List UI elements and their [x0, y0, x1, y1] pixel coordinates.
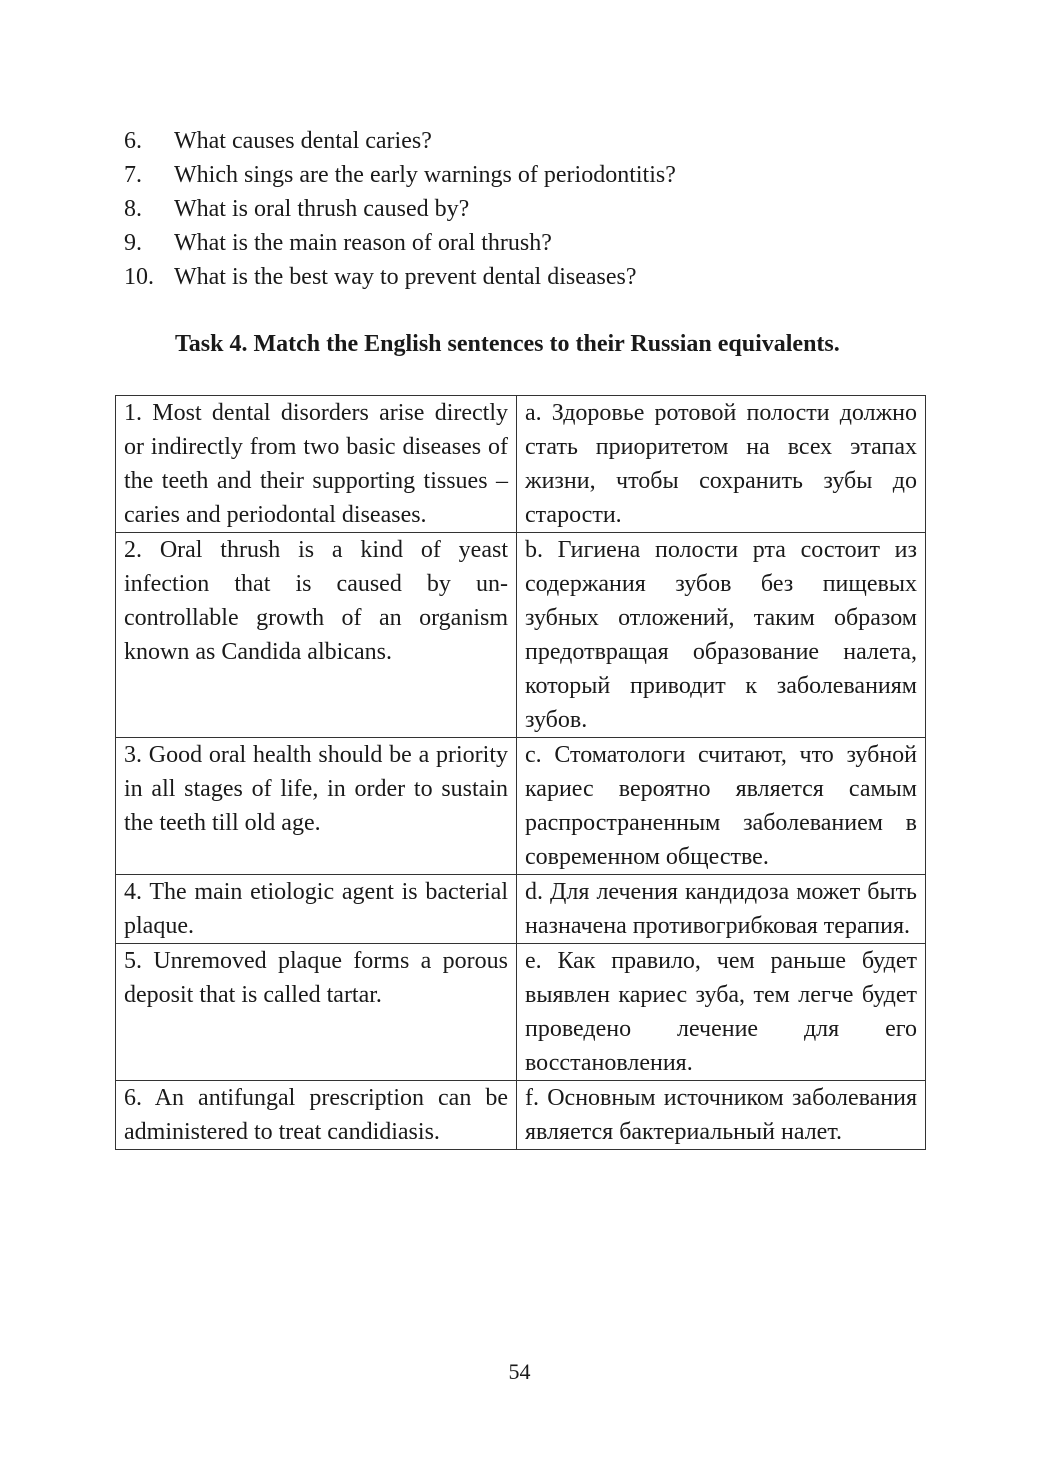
question-text: What is the main reason of oral thrush? — [174, 230, 552, 256]
question-text: Which sings are the early warnings of periodontitis? — [174, 162, 676, 188]
russian-equivalent: a. Здоровье ротовой полости должно стать приоритетом на всех этапах жизни, чтобы сохранить зубы до старости. — [517, 396, 926, 533]
question-number: 9. — [124, 230, 142, 256]
table-row — [116, 875, 926, 944]
question-list — [124, 124, 924, 294]
table-row — [116, 944, 926, 1081]
table-row — [116, 738, 926, 875]
russian-equivalent: c. Стоматологи считают, что зубной кариес вероятно является самым распространенным заболеванием в современном обществе. — [517, 738, 926, 875]
russian-equivalent: d. Для лечения кандидоза может быть назначена противогрибковая терапия. — [517, 875, 926, 944]
question-item — [124, 124, 924, 158]
question-text: What is oral thrush caused by? — [174, 196, 470, 222]
question-item — [124, 226, 924, 260]
question-number: 10. — [124, 264, 154, 290]
question-item — [124, 260, 924, 294]
table-row — [116, 1081, 926, 1150]
english-sentence: 3. Good oral health should be a priority in all stages of life, in order to sustain the teeth till old age. — [116, 738, 517, 875]
russian-equivalent: b. Гигиена полости рта состоит из содержания зубов без пищевых зубных отложений, таким образом предотвращая образование налета, который приводит к заболеваниям зубов. — [517, 533, 926, 738]
question-number: 8. — [124, 196, 142, 222]
question-number: 7. — [124, 162, 142, 188]
question-item — [124, 158, 924, 192]
question-text: What causes dental caries? — [174, 128, 432, 154]
russian-equivalent: f. Основным источником заболевания является бактериальный налет. — [517, 1081, 926, 1150]
question-text: What is the best way to prevent dental diseases? — [174, 264, 637, 290]
page-number: 54 — [508, 1359, 531, 1384]
matching-table — [115, 395, 926, 1150]
english-sentence: 5. Unremoved plaque forms a porous deposit that is called tartar. — [116, 944, 517, 1081]
english-sentence: 2. Oral thrush is a kind of yeast infection that is caused by uncontrollable growth of an organism known as Candida albicans. — [116, 533, 517, 738]
task-heading — [124, 327, 915, 361]
russian-equivalent: e. Как правило, чем раньше будет выявлен кариес зуба, тем легче будет проведено лечение для его восстановления. — [517, 944, 926, 1081]
table-row — [116, 533, 926, 738]
task-heading-text: Task 4. Match the English sentences to their Russian equivalents. — [175, 331, 840, 357]
question-item — [124, 192, 924, 226]
table-row — [116, 396, 926, 533]
english-sentence: 1. Most dental disorders arise directly or indirectly from two basic diseases of the teeth and their supporting tissues – caries and periodontal diseases. — [116, 396, 517, 533]
english-sentence: 6. An antifungal prescription can be administered to treat candidiasis. — [116, 1081, 517, 1150]
english-sentence: 4. The main etiologic agent is bacterial plaque. — [116, 875, 517, 944]
question-number: 6. — [124, 128, 142, 154]
